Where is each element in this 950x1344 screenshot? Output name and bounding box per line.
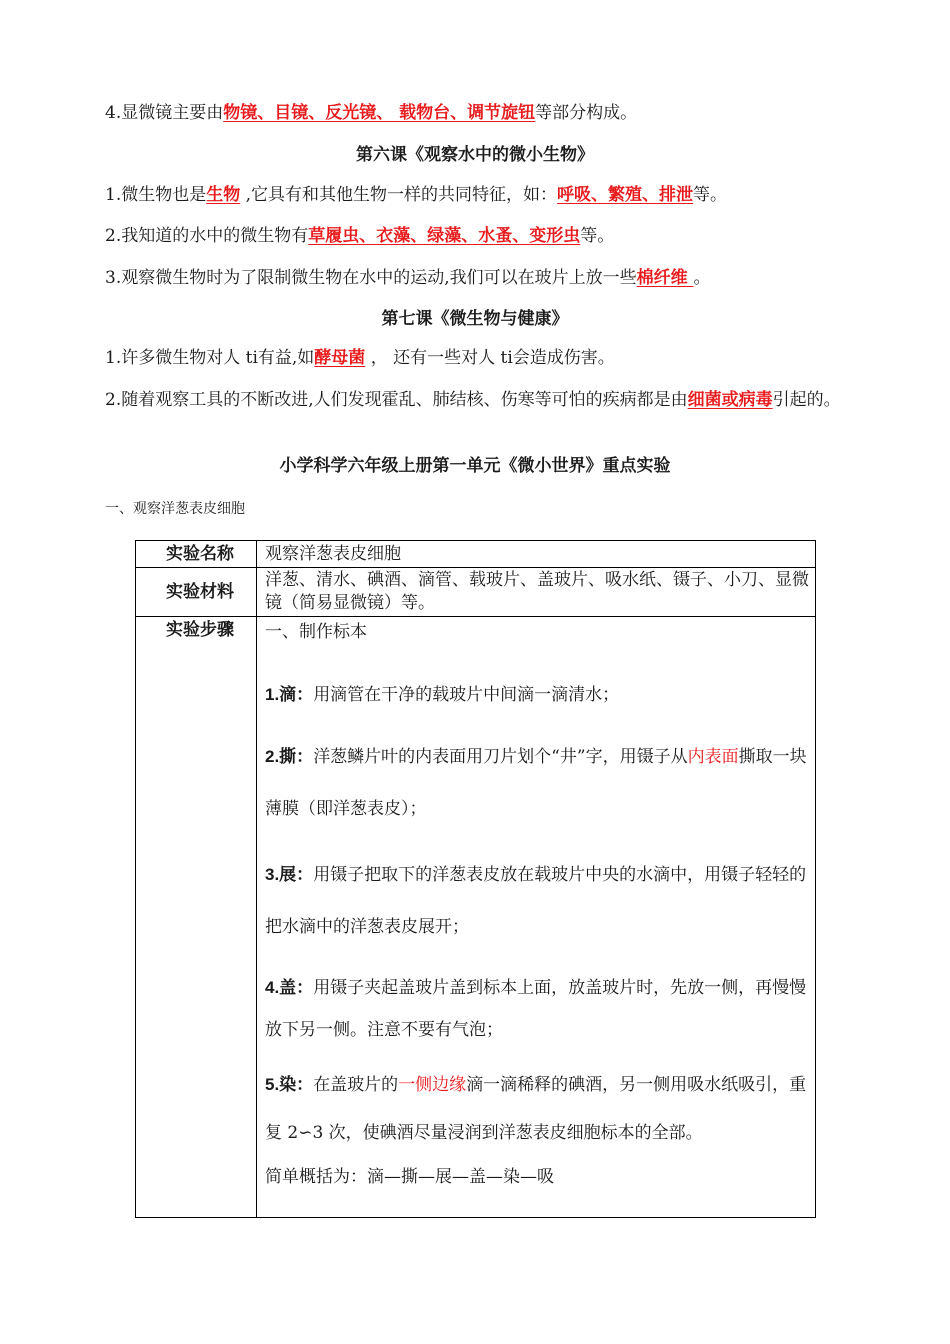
answer-highlight: 棉纤维: [636, 268, 694, 288]
lesson7-title: 第七课《微生物与健康》: [381, 309, 569, 329]
materials-label: 实验材料: [136, 568, 257, 617]
materials-value: 洋葱、清水、碘酒、滴管、载玻片、盖玻片、吸水纸、镊子、小刀、显微镜（简易显微镜）等。: [257, 568, 816, 617]
lesson7-item2: 2.随着观察工具的不断改进,人们发现霍乱、肺结核、伤寒等可怕的疾病都是由细菌或病毒引起的。: [105, 390, 841, 410]
experiment-table: [135, 540, 816, 1218]
lesson6-title: 第六课《观察水中的微小生物》: [356, 145, 594, 165]
answer-highlight: 生物: [206, 185, 241, 205]
answer-highlight: 呼吸、繁殖、排泄: [557, 185, 694, 205]
answer-highlight: 酵母菌: [314, 348, 366, 368]
lesson7-item1: 1.许多微生物对人 ti有益,如酵母菌 ， 还有一些对人 ti会造成伤害。: [105, 348, 615, 368]
answer-highlight: 草履虫、衣藻、绿藻、水蚤、变形虫: [308, 226, 581, 246]
table-row-steps: [136, 617, 816, 1218]
lesson6-item1: 1.微生物也是生物 ,它具有和其他生物一样的共同特征，如：呼吸、繁殖、排泄等。: [105, 185, 728, 205]
step2-highlight: 内表面: [687, 747, 739, 767]
section1-heading: 一、观察洋葱表皮细胞: [105, 501, 245, 517]
table-row-name: [136, 541, 816, 568]
name-value: 观察洋葱表皮细胞: [257, 541, 816, 568]
answer-highlight: 物镜、目镜、反光镜、 载物台、调节旋钮: [223, 103, 536, 123]
step-5: 5.染：在盖玻片的一侧边缘滴一滴稀释的碘酒，另一侧用吸水纸吸引，重复 2∽3 次，使碘酒尽量浸润到洋葱表皮细胞标本的全部。: [265, 1075, 807, 1143]
step5-highlight: 一侧边缘: [398, 1075, 467, 1095]
lesson6-item2: 2.我知道的水中的微生物有草履虫、衣藻、绿藻、水蚤、变形虫等。: [105, 226, 615, 246]
step-1: 1.滴：用滴管在干净的载玻片中间滴一滴清水；: [265, 685, 620, 705]
name-label: 实验名称: [136, 541, 257, 568]
table-row-materials: [136, 568, 816, 617]
step-2: 2.撕：洋葱鳞片叶的内表面用刀片划个“井”字，用镊子从内表面撕取一块薄膜（即洋葱表皮）；: [265, 747, 807, 819]
experiments-title: 小学科学六年级上册第一单元《微小世界》重点实验: [279, 456, 671, 476]
steps-summary: 简单概括为：滴—撕—展—盖—染—吸: [265, 1167, 554, 1187]
steps-intro: 一、制作标本: [265, 622, 367, 642]
answer-highlight: 细菌或病毒: [687, 390, 773, 410]
step-4: 4.盖：用镊子夹起盖玻片盖到标本上面，放盖玻片时，先放一侧，再慢慢放下另一侧。注意不要有气泡；: [265, 978, 807, 1040]
step-3: 3.展：用镊子把取下的洋葱表皮放在载玻片中央的水滴中，用镊子轻轻的把水滴中的洋葱表皮展开；: [265, 865, 807, 937]
lesson6-item3: 3.观察微生物时为了限制微生物在水中的运动,我们可以在玻片上放一些棉纤维 。: [105, 268, 711, 288]
lesson5-item4: 4.显微镜主要由物镜、目镜、反光镜、 载物台、调节旋钮等部分构成。: [105, 103, 638, 123]
steps-label: 实验步骤: [136, 617, 257, 1218]
steps-content: [257, 617, 816, 1218]
